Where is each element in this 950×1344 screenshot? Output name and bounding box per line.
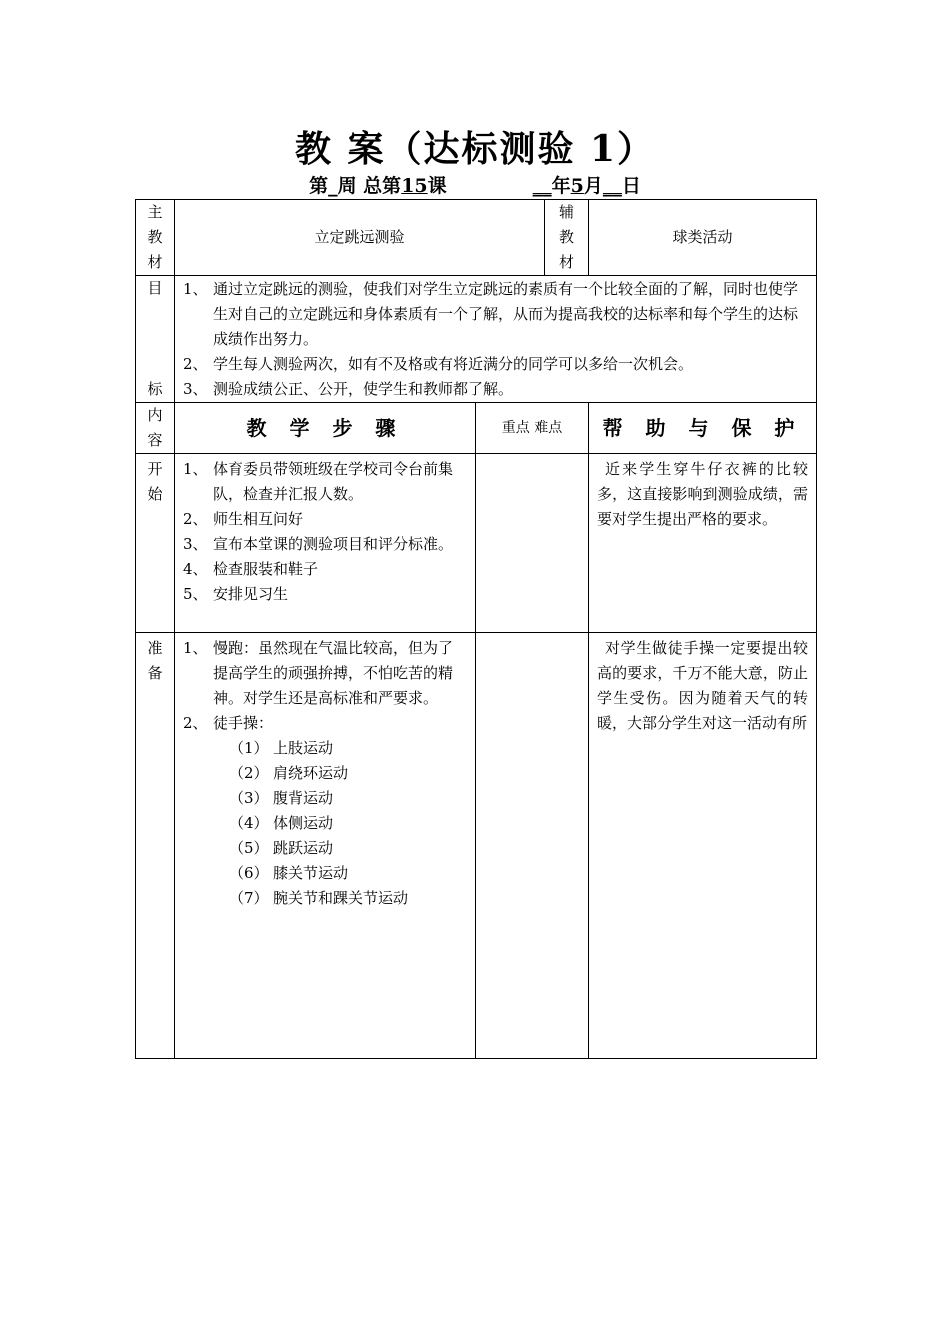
day-label: 日 (621, 175, 641, 197)
sub-list-item: （6） 膝关节运动 (229, 864, 349, 882)
objectives-row (136, 276, 817, 403)
steps-header: 教 学 步 骤 (175, 403, 476, 454)
column-header-row (136, 403, 817, 454)
sub-list-item: （5） 跳跃运动 (229, 839, 334, 857)
prepare-label: 准 备 (136, 633, 175, 1059)
sub-list-item: （3） 腹背运动 (229, 789, 334, 807)
sub-list-item: （7） 腕关节和踝关节运动 (229, 889, 409, 907)
list-item: 1、 体育委员带领班级在学校司令台前集队，检查并汇报人数。 (183, 460, 454, 503)
help-header: 帮 助 与 保 护 (589, 403, 817, 454)
materials-row (136, 200, 817, 276)
objectives-label: 目 标 (136, 276, 175, 403)
start-help: 近来学生穿牛仔衣裤的比较多，这直接影响到测验成绩，需要对学生提出严格的要求。 (589, 454, 817, 633)
page-title: 教 案（达标测验 1） (294, 128, 656, 170)
month-number: 5 (570, 175, 584, 197)
main-material-value: 立定跳远测验 (175, 200, 545, 276)
list-item: 2、 徒手操： （1） 上肢运动 （2） 肩绕环运动 （3） 腹背运动 （4） 体侧运动 （5） 跳跃运动 （6） 膝关节运动 （7） 腕关节和踝关节运动 (183, 711, 467, 911)
list-item: 3、 测验成绩公正、公开，使学生和教师都了解。 (183, 380, 514, 398)
content-label: 内 容 (136, 403, 175, 454)
prepare-steps (175, 633, 476, 1059)
start-row (136, 454, 817, 633)
month-label: 月 (583, 175, 603, 197)
list-item: 2、 师生相互问好 (183, 510, 304, 528)
aux-material-label: 辅 教 材 (545, 200, 589, 276)
list-item: 3、 宣布本堂课的测验项目和评分标准。 (183, 535, 454, 553)
list-item: 1、 通过立定跳远的测验，使我们对学生立定跳远的素质有一个比较全面的了解，同时也使学生对自己的立定跳远和身体素质有一个了解，从而为提高我校的达标率和每个学生的达标成绩作出努力。 (183, 280, 799, 348)
prepare-row (136, 633, 817, 1059)
lesson-label: 课 (427, 175, 447, 197)
sub-list-item: （2） 肩绕环运动 (229, 764, 349, 782)
sub-list-item: （1） 上肢运动 (229, 739, 334, 757)
main-material-label: 主 教 材 (136, 200, 175, 276)
start-label: 开 始 (136, 454, 175, 633)
list-item: 5、 安排见习生 (183, 585, 289, 603)
lesson-info (0, 172, 950, 200)
year-label: 年 (551, 175, 571, 197)
list-item: 4、 检查服装和鞋子 (183, 560, 319, 578)
prepare-key-points (476, 633, 589, 1059)
day-blank: __ (602, 175, 622, 197)
start-key-points (476, 454, 589, 633)
key-points-header: 重点 难点 (476, 403, 589, 454)
start-steps (175, 454, 476, 633)
list-item: 2、 学生每人测验两次，如有不及格或有将近满分的同学可以多给一次机会。 (183, 355, 694, 373)
year-blank: __ (532, 175, 552, 197)
lesson-number: 15 (401, 175, 428, 197)
list-item: 1、 慢跑：虽然现在气温比较高，但为了提高学生的顽强拚搏，不怕吃苦的精神。对学生还是高标准和严要求。 (183, 639, 454, 707)
lesson-plan-table (135, 199, 817, 1059)
week-label: 第_周 总第 (309, 175, 402, 197)
sub-list-item: （4） 体侧运动 (229, 814, 334, 832)
aux-material-value: 球类活动 (589, 200, 817, 276)
prepare-help: 对学生做徒手操一定要提出较高的要求，千万不能大意，防止学生受伤。因为随着天气的转暖，大部分学生对这一活动有所 (589, 633, 817, 1059)
objectives-content (175, 276, 817, 403)
